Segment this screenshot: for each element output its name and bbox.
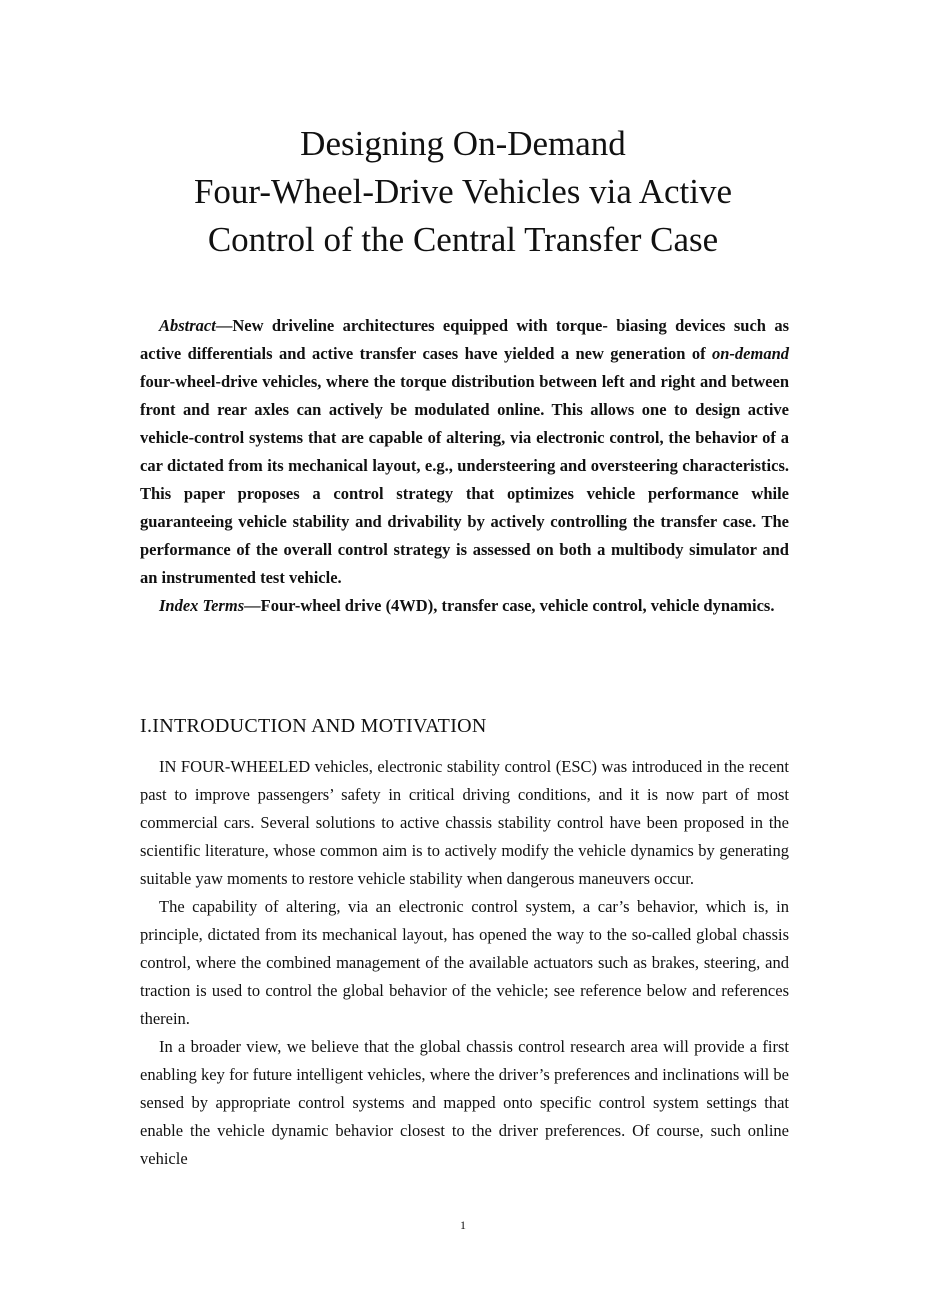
- body-paragraph-3: In a broader view, we believe that the global chassis control research area will provide a first enabling key for future intelligent vehicles, where the driver’s preferences and inclinations will be sensed by appropriate control systems and mapped onto specific control system settings that enable the vehicle dynamic behavior closest to the driver preferences. Of course, such online vehicle: [140, 1037, 789, 1168]
- index-terms-label: Index Terms: [159, 596, 245, 615]
- title-line-1: Designing On-Demand: [300, 124, 626, 163]
- title-line-2: Four-Wheel-Drive Vehicles via Active: [193, 172, 733, 211]
- abstract-text-part-2: four-wheel-drive vehicles, where the torque distribution between left and right and between front and rear axles can actively be modulated online. This allows one to design active vehicle-control systems that are capable of altering, via electronic control, the behavior of a car dictated from its mechanical layout, e.g., understeering and oversteering characteristics. This paper proposes a control strategy that optimizes vehicle performance while guaranteeing vehicle stability and drivability by actively controlling the transfer case. The performance of the overall control strategy is assessed on both a multibody simulator and an instrumented test vehicle.: [140, 372, 789, 587]
- page-number: 1: [460, 1218, 466, 1232]
- index-terms-paragraph: [140, 592, 789, 620]
- body-paragraph-2: The capability of altering, via an electronic control system, a car’s behavior, which is, in principle, dictated from its mechanical layout, has opened the way to the so-called global chassis control, where the combined management of the available actuators such as brakes, steering, and traction is used to control the global behavior of the vehicle; see reference below and references therein.: [140, 897, 789, 1028]
- abstract-label: Abstract: [159, 316, 216, 335]
- section-body: [140, 753, 789, 1173]
- title-line-3: Control of the Central Transfer Case: [207, 220, 719, 259]
- section-heading: I.INTRODUCTION AND MOTIVATION: [140, 715, 487, 737]
- index-terms-dash: —: [244, 596, 261, 615]
- abstract-paragraph: [140, 312, 789, 592]
- paper-title: [120, 120, 806, 264]
- abstract-dash: —: [215, 316, 233, 335]
- abstract-text-part-1: New driveline architectures equipped with torque- biasing devices such as active differentials and active transfer cases have yielded a new generation of: [140, 316, 789, 363]
- body-paragraph-1: IN FOUR-WHEELED vehicles, electronic stability control (ESC) was introduced in the recent past to improve passengers’ safety in critical driving conditions, and it is now part of most commercial cars. Several solutions to active chassis stability control have been proposed in the scientific literature, whose common aim is to actively modify the vehicle dynamics by generating suitable yaw moments to restore vehicle stability when dangerous maneuvers occur.: [140, 757, 789, 888]
- abstract-block: [140, 312, 789, 620]
- index-terms-text: Four-wheel drive (4WD), transfer case, vehicle control, vehicle dynamics.: [260, 596, 775, 615]
- abstract-emphasis: on-demand: [711, 344, 789, 363]
